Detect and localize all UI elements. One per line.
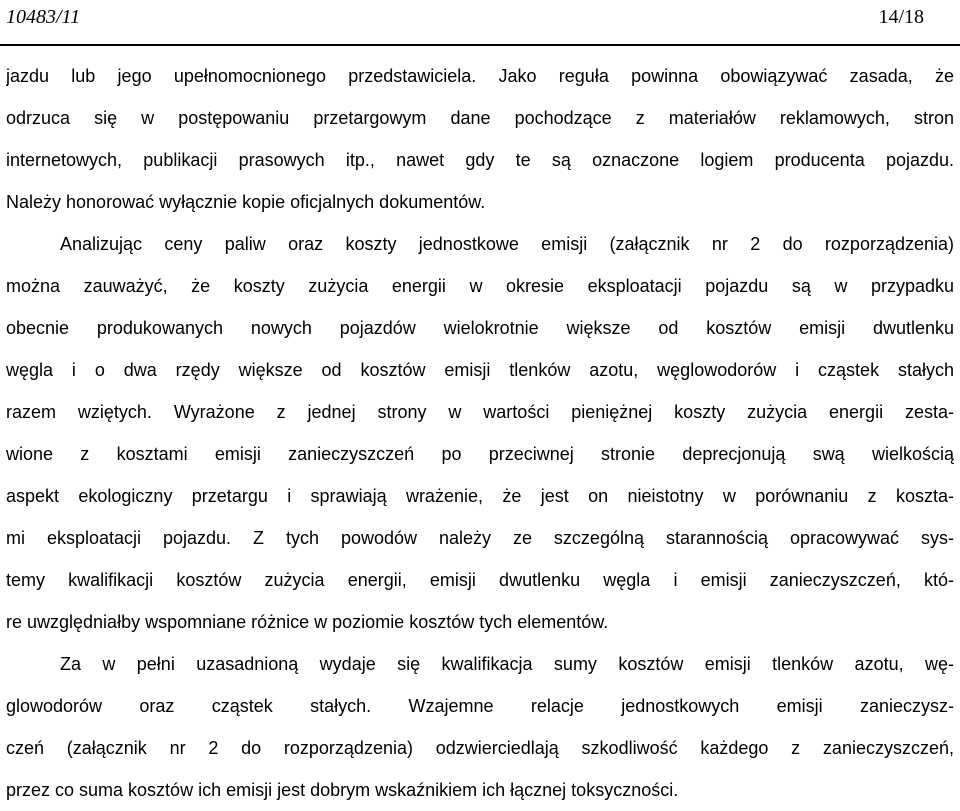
text-line: wione z kosztami emisji zanieczyszczeń po przeciwnej stronie deprecjonują swą wielkością xyxy=(6,444,954,464)
text-line: węgla i o dwa rzędy większe od kosztów emisji tlenków azotu, węglowodorów i cząstek stałych xyxy=(6,360,954,380)
text-line: odrzuca się w postępowaniu przetargowym dane pochodzące z materiałów reklamowych, stron xyxy=(6,108,954,128)
page-header xyxy=(6,2,924,32)
document-number: 10483/11 xyxy=(6,6,81,28)
text-line: re uwzględniałby wspomniane różnice w poziomie kosztów tych elementów. xyxy=(6,612,609,632)
document-body xyxy=(6,55,954,811)
text-line: można zauważyć, że koszty zużycia energii w okresie eksploatacji pojazdu są w przypadku xyxy=(6,276,954,296)
text-line: jazdu lub jego upełnomocnionego przedstawiciela. Jako reguła powinna obowiązywać zasada, że xyxy=(6,66,954,86)
text-line: czeń (załącznik nr 2 do rozporządzenia) odzwierciedlają szkodliwość każdego z zanieczyszczeń, xyxy=(6,738,954,758)
text-line: glowodorów oraz cząstek stałych. Wzajemne relacje jednostkowych emisji zanieczysz- xyxy=(6,696,954,716)
text-line: razem wziętych. Wyrażone z jednej strony w wartości pieniężnej koszty zużycia energii zesta- xyxy=(6,402,954,422)
text-line: Należy honorować wyłącznie kopie oficjalnych dokumentów. xyxy=(6,192,486,212)
page-number: 14/18 xyxy=(878,6,924,28)
header-divider xyxy=(0,44,960,46)
text-line: przez co suma kosztów ich emisji jest dobrym wskaźnikiem ich łącznej toksyczności. xyxy=(6,780,679,800)
text-line: obecnie produkowanych nowych pojazdów wielokrotnie większe od kosztów emisji dwutlenku xyxy=(6,318,954,338)
text-line: aspekt ekologiczny przetargu i sprawiają wrażenie, że jest on nieistotny w porównaniu z koszta- xyxy=(6,486,954,506)
text-line: Analizując ceny paliw oraz koszty jednostkowe emisji (załącznik nr 2 do rozporządzenia) xyxy=(60,234,954,254)
text-line: temy kwalifikacji kosztów zużycia energii, emisji dwutlenku węgla i emisji zanieczyszczeń, któ- xyxy=(6,570,954,590)
text-line: mi eksploatacji pojazdu. Z tych powodów należy ze szczególną starannością opracowywać sys- xyxy=(6,528,954,548)
text-line: Za w pełni uzasadnioną wydaje się kwalifikacja sumy kosztów emisji tlenków azotu, wę- xyxy=(60,654,954,674)
text-line: internetowych, publikacji prasowych itp., nawet gdy te są oznaczone logiem producenta pojazdu. xyxy=(6,150,954,170)
